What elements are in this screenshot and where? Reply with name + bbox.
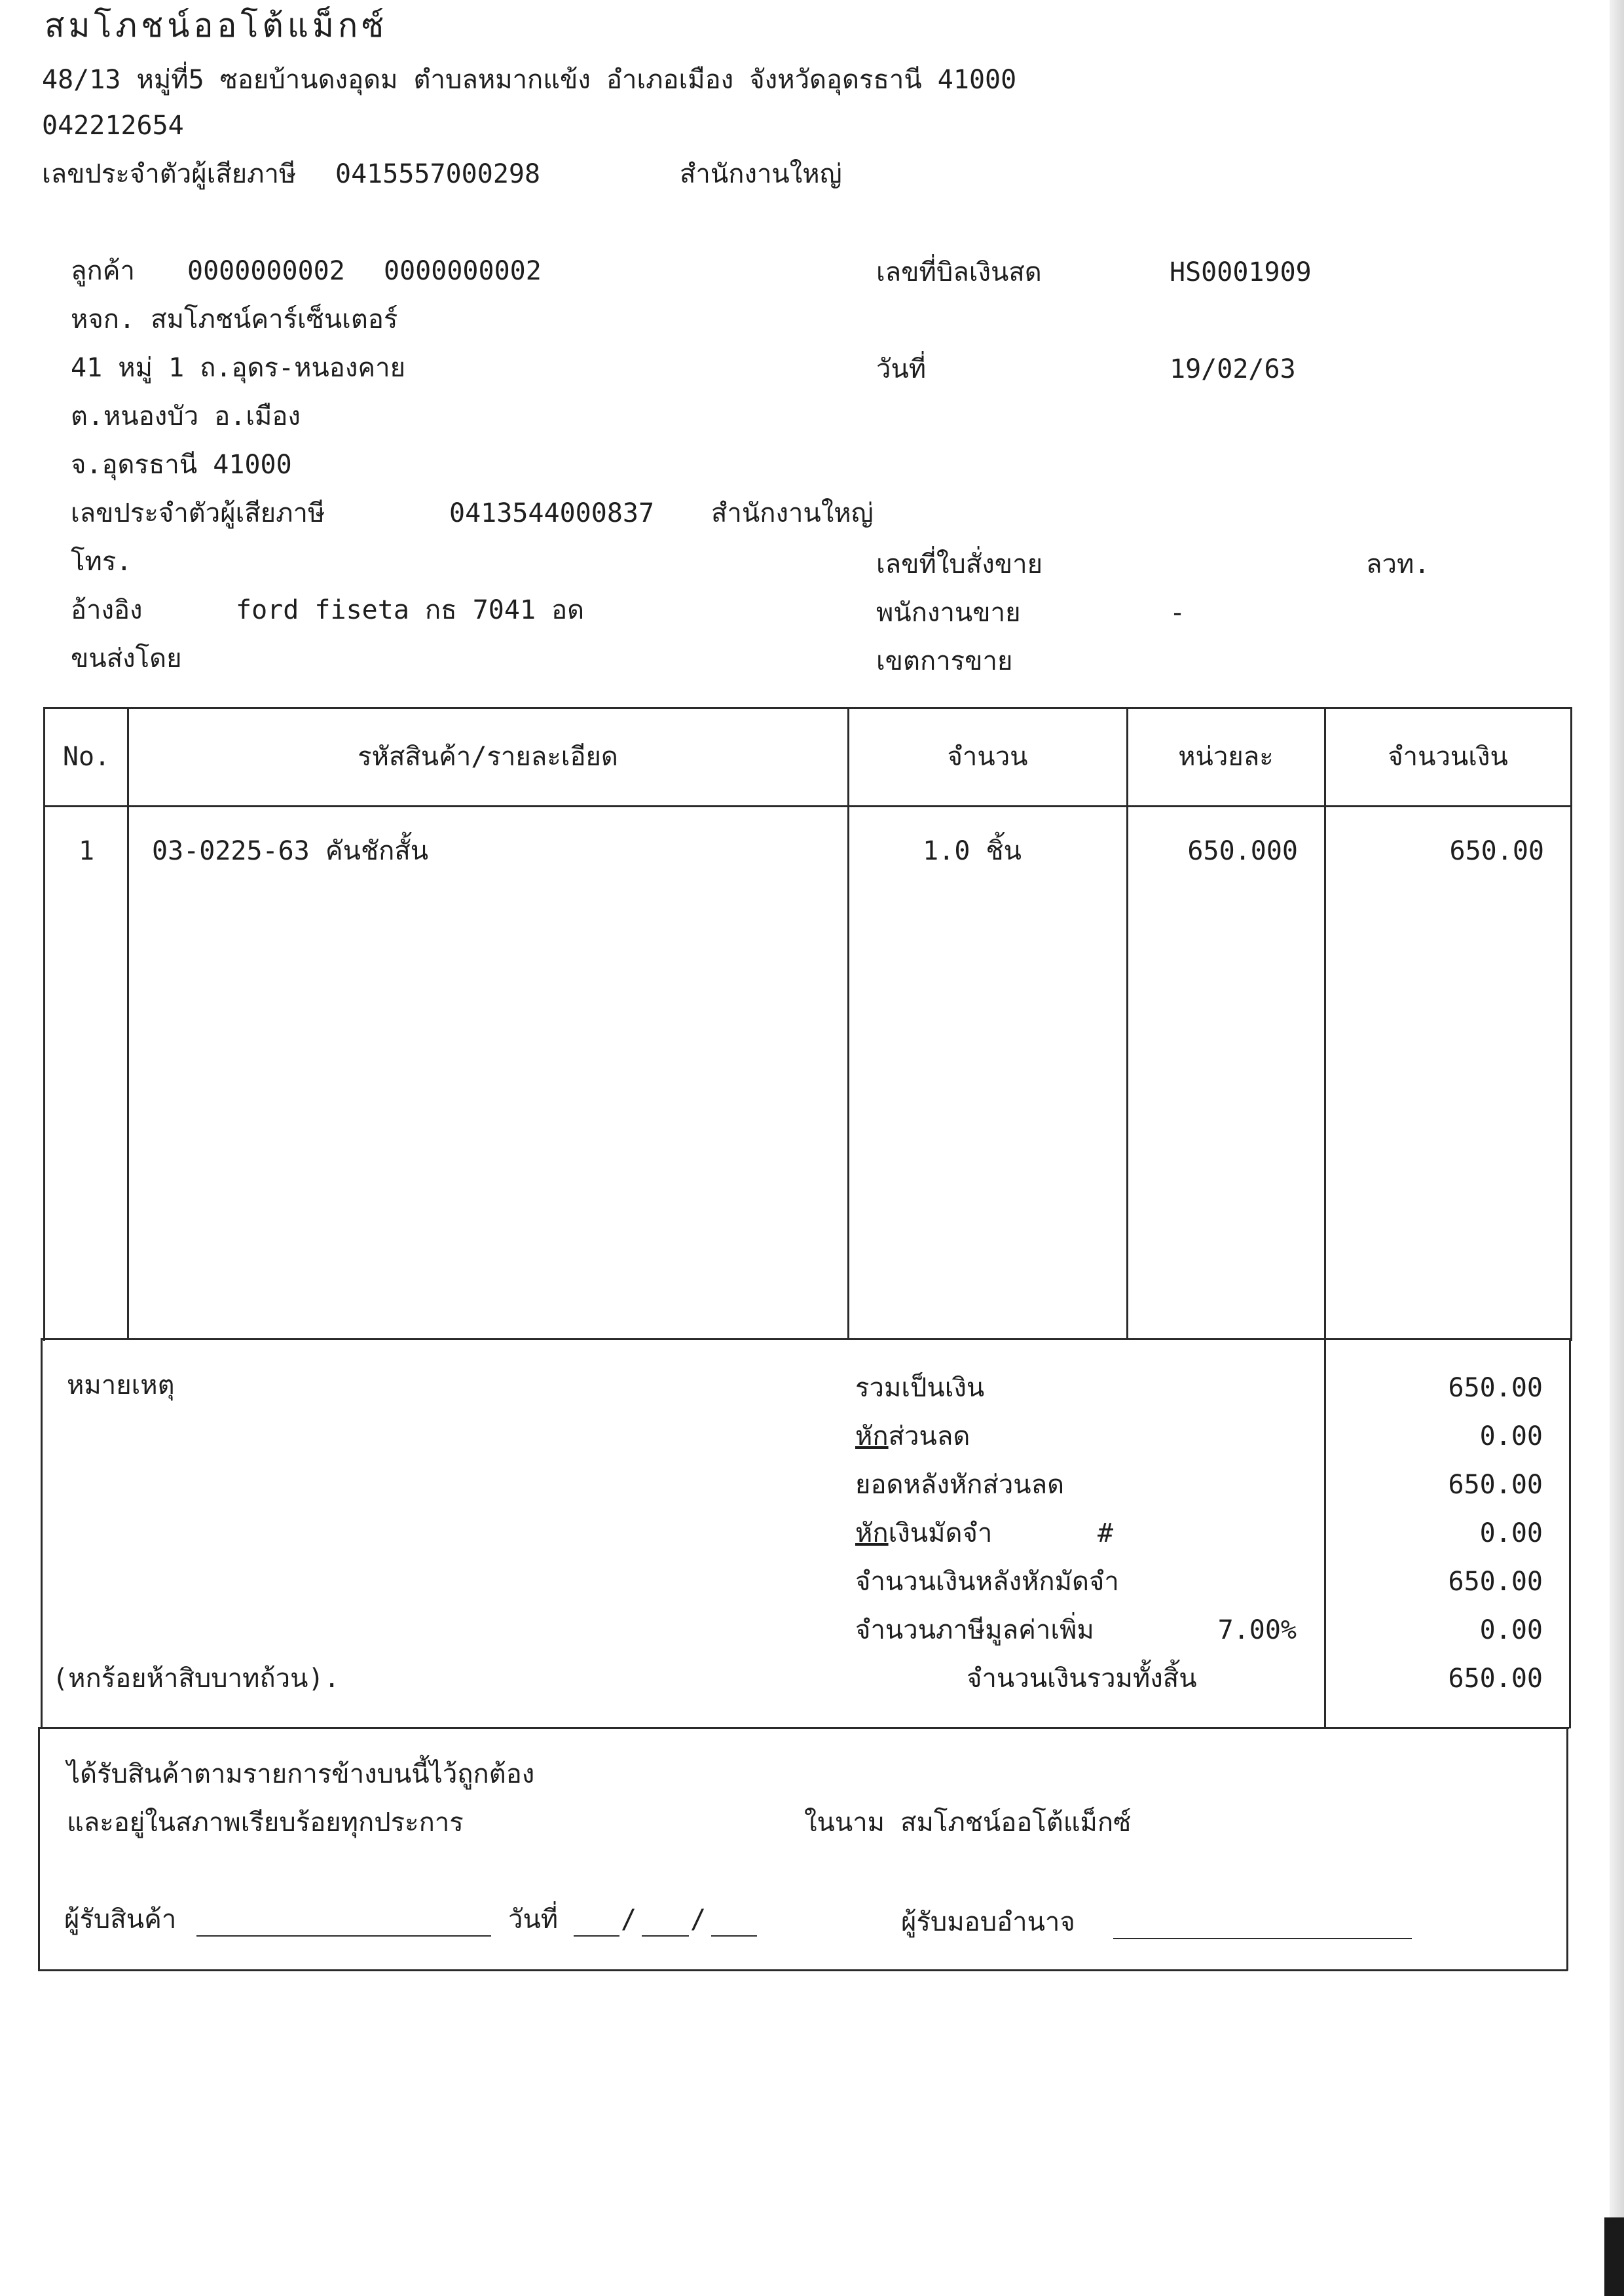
receiver-signature-line[interactable] <box>196 1935 491 1937</box>
column-divider <box>127 707 129 1339</box>
customer-address-line: ต.หนองบัว อ.เมือง <box>71 401 301 431</box>
customer-name: หจก. สมโภชน์คาร์เซ็นเตอร์ <box>71 304 398 335</box>
company-address: 48/13 หมู่ที่5 ซอยบ้านดงอุดม ตำบลหมากแข้ง อำเภอเมือง จังหวัดอุดรธานี 41000 <box>42 65 1017 95</box>
table-header-divider <box>45 805 1572 807</box>
after-discount-label: ยอดหลังหักส่วนลด <box>855 1470 1065 1500</box>
column-header-no: No. <box>62 742 111 772</box>
sales-area-label: เขตการขาย <box>876 646 1013 676</box>
seller-tax-id: 0415557000298 <box>335 159 541 189</box>
footer-bottom-border <box>38 1969 1568 1971</box>
row-amount: 650.00 <box>1449 836 1544 866</box>
deduct-word: หัก <box>855 1518 889 1548</box>
shipping-label: ขนส่งโดย <box>71 644 182 674</box>
on-behalf-label: ในนาม สมโภชน์ออโต้แม็กซ์ <box>804 1808 1132 1838</box>
summary-bottom-border <box>39 1727 1569 1729</box>
customer-address-line: 41 หมู่ 1 ถ.อุดร-หนองคาย <box>71 353 406 383</box>
bill-date-label: วันที่ <box>876 354 927 384</box>
customer-address-line: จ.อุดรธานี 41000 <box>71 450 292 480</box>
deposit-value: 0.00 <box>1479 1518 1543 1548</box>
receive-year-field[interactable] <box>711 1935 757 1937</box>
deposit-mark: # <box>1098 1518 1114 1548</box>
reference-label: อ้างอิง <box>71 595 143 625</box>
row-quantity: 1.0 ชิ้น <box>923 836 1022 866</box>
discount-word: ส่วนลด <box>888 1421 970 1451</box>
after-deposit-value: 650.00 <box>1448 1567 1543 1597</box>
remark-label: หมายเหตุ <box>67 1370 175 1400</box>
column-header-quantity: จำนวน <box>947 742 1028 772</box>
table-top-border <box>45 707 1572 709</box>
vat-rate: 7.00% <box>1217 1615 1297 1645</box>
seller-branch: สำนักงานใหญ่ <box>680 159 842 189</box>
receive-date-label: วันที่ <box>508 1904 559 1935</box>
customer-code-1: 0000000002 <box>187 256 345 286</box>
footer-right-border <box>1566 1727 1568 1971</box>
bill-number-label: เลขที่บิลเงินสด <box>876 257 1042 287</box>
date-separator: / <box>690 1904 707 1935</box>
reference-value: ford fiseta กธ 7041 อด <box>236 595 585 625</box>
column-header-unit-price: หน่วยละ <box>1178 742 1274 772</box>
column-header-description: รหัสสินค้า/รายละเอียด <box>358 742 618 772</box>
received-statement: ได้รับสินค้าตามรายการข้างบนนี้ไว้ถูกต้อง <box>67 1759 535 1789</box>
column-divider <box>1126 707 1128 1339</box>
total-value: 650.00 <box>1448 1664 1543 1694</box>
table-right-border <box>1570 707 1572 1341</box>
table-bottom-border <box>41 1338 1570 1340</box>
company-name: สมโภชน์ออโต้แม็กซ์ <box>45 7 388 45</box>
authorized-signer-label: ผู้รับมอบอำนาจ <box>901 1907 1075 1937</box>
company-phone: 042212654 <box>42 111 184 141</box>
table-left-border <box>43 707 45 1341</box>
customer-phone-label: โทร. <box>71 547 132 577</box>
salesperson-value: - <box>1170 598 1186 628</box>
row-unit-price: 650.000 <box>1187 836 1298 866</box>
vat-value: 0.00 <box>1479 1615 1543 1645</box>
sales-order-value: ลวท. <box>1366 549 1430 579</box>
receiver-label: ผู้รับสินค้า <box>64 1904 177 1935</box>
customer-code-2: 0000000002 <box>384 256 542 286</box>
customer-branch: สำนักงานใหญ่ <box>711 498 874 528</box>
subtotal-label: รวมเป็นเงิน <box>855 1373 985 1403</box>
receive-day-field[interactable] <box>574 1935 619 1937</box>
vat-label: จำนวนภาษีมูลค่าเพิ่ม <box>855 1615 1094 1645</box>
deduct-word: หัก <box>855 1421 889 1451</box>
salesperson-label: พนักงานขาย <box>876 598 1021 628</box>
customer-label: ลูกค้า <box>71 256 135 286</box>
deposit-label <box>855 1520 992 1546</box>
summary-left-border <box>41 1338 43 1728</box>
column-divider <box>847 707 849 1339</box>
discount-value: 0.00 <box>1479 1421 1543 1451</box>
received-statement: และอยู่ในสภาพเรียบร้อยทุกประการ <box>67 1808 464 1838</box>
scan-edge-shadow <box>1610 0 1624 2296</box>
deposit-word: เงินมัดจำ <box>888 1518 993 1548</box>
after-deposit-label: จำนวนเงินหลังหักมัดจำ <box>855 1567 1119 1597</box>
date-separator: / <box>621 1904 637 1935</box>
row-description: 03-0225-63 คันชักสั้น <box>152 836 429 866</box>
total-label: จำนวนเงินรวมทั้งสิ้น <box>967 1664 1197 1694</box>
scan-corner-mark <box>1604 2217 1624 2296</box>
customer-tax-id-label: เลขประจำตัวผู้เสียภาษี <box>71 498 325 528</box>
row-number: 1 <box>78 836 95 866</box>
bill-date: 19/02/63 <box>1170 354 1296 384</box>
bill-number: HS0001909 <box>1170 257 1312 287</box>
seller-tax-id-label: เลขประจำตัวผู้เสียภาษี <box>42 159 297 189</box>
summary-right-border <box>1569 1338 1571 1728</box>
authorized-signature-line[interactable] <box>1113 1938 1412 1939</box>
receive-month-field[interactable] <box>642 1935 689 1937</box>
column-header-amount: จำนวนเงิน <box>1388 742 1508 772</box>
customer-tax-id: 0413544000837 <box>449 498 655 528</box>
after-discount-value: 650.00 <box>1448 1470 1543 1500</box>
discount-label <box>855 1423 970 1449</box>
footer-left-border <box>38 1727 40 1971</box>
column-divider <box>1324 707 1326 1728</box>
subtotal-value: 650.00 <box>1448 1373 1543 1403</box>
amount-in-words: (หกร้อยห้าสิบบาทถ้วน). <box>52 1664 340 1694</box>
sales-order-label: เลขที่ใบสั่งขาย <box>876 549 1043 579</box>
